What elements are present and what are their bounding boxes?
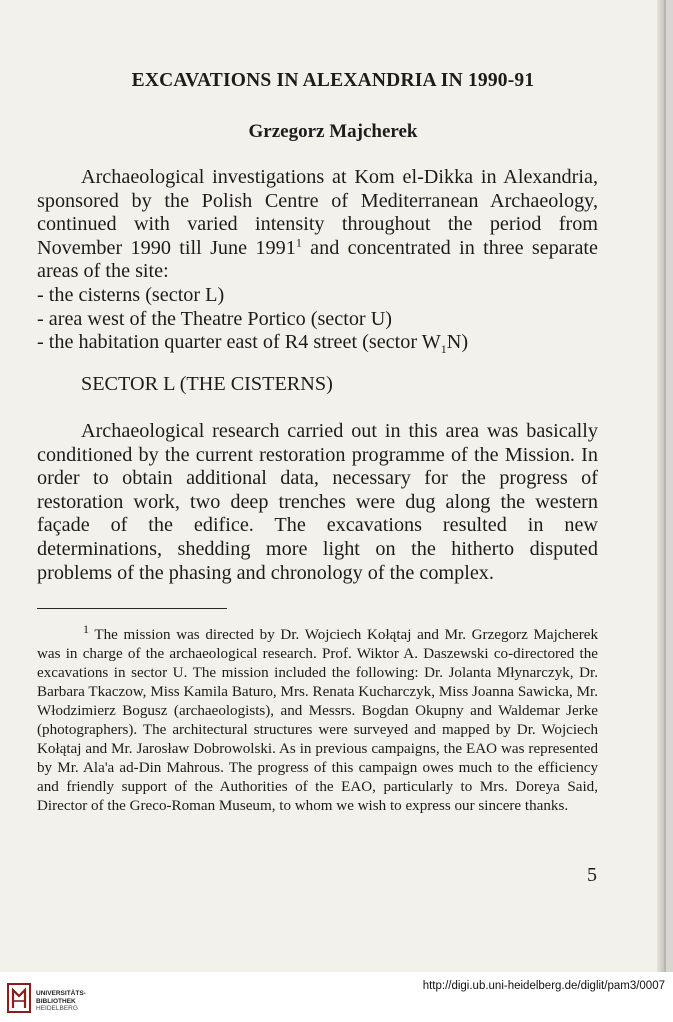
page-edge-shadow <box>657 0 664 972</box>
footnote-divider <box>37 608 227 609</box>
logo-line: BIBLIOTHEK <box>36 997 76 1005</box>
list-item <box>37 331 598 355</box>
list-item-text-end: N) <box>446 331 469 354</box>
intro-text-start: Archaeological investigations at Kom el-Dikka in Alexandria, sponsored by the Polish Centre of Mediterranean Archaeology, continued with varied intensity throughout the period from November 1990 till June 1991 <box>37 166 598 259</box>
page-number: 5 <box>587 864 597 886</box>
permalink-url[interactable]: http://digi.ub.uni-heidelberg.de/diglit/pam3/0007 <box>422 980 665 992</box>
footnote-reference: 1 <box>295 235 302 250</box>
section-heading: SECTOR L (THE CISTERNS) <box>81 373 333 395</box>
sector-list <box>37 284 598 355</box>
footnote <box>37 621 598 816</box>
logo-line: UNIVERSITÄTS- <box>36 990 86 997</box>
library-name <box>36 990 86 1013</box>
viewer-footer <box>0 972 673 1022</box>
list-item-text: - the habitation quarter east of R4 street (sector W <box>37 331 441 354</box>
footnote-marker: 1 <box>83 621 89 636</box>
library-seal-icon <box>6 982 32 1014</box>
list-item: - the cisterns (sector L) <box>37 284 225 306</box>
logo-line: HEIDELBERG <box>36 1005 78 1012</box>
article-title: EXCAVATIONS IN ALEXANDRIA IN 1990-91 <box>131 70 535 91</box>
list-item: - area west of the Theatre Portico (sector U) <box>37 307 392 330</box>
footnote-text: The mission was directed by Dr. Wojciech Kołątaj and Mr. Grzegorz Majcherek was in charge of the archaeological research. Prof. Wiktor A. Daszewski co-directored the excavations in sector U. The mission included the following: Dr. Jolanta Młynarczyk, Dr. Barbara Tkaczow, Miss Kamila Baturo, Mrs. Renata Kucharczyk, Miss Joanna Sawicka, Mr. Włodzimierz Bogusz (archaeologists), and Messrs. Bogdan Okupny and Waldemar Jerke (photographers). The architectural structures were surveyed and mapped by Dr. Wojciech Kołątaj and Mr. Jarosław Dobrowolski. As in previous campaigns, the EAO was represented by Mr. Ala'a ad-Din Mahrous. The progress of this campaign owes much to the efficiency and friendly support of the Authorities of the EAO, particularly to Mrs. Doreya Said, Director of the Greco-Roman Museum, to whom we wish to express our sincere thanks. <box>37 627 598 814</box>
subscript: 1 <box>440 342 447 357</box>
intro-text-end: and concentrated in three separate areas of the site: <box>37 236 598 283</box>
intro-paragraph <box>37 166 598 284</box>
author-name: Grzegorz Majcherek <box>248 121 418 142</box>
library-logo[interactable] <box>6 980 126 1016</box>
body-paragraph: Archaeological research carried out in this area was basically conditioned by the current restoration programme of the Mission. In order to obtain additional data, necessary for the progress of restoration work, two deep trenches were dug along the western façade of the edifice. The excavations resulted in new determinations, shedding more light on the hitherto disputed problems of the phasing and chronology of the complex. <box>37 420 598 584</box>
